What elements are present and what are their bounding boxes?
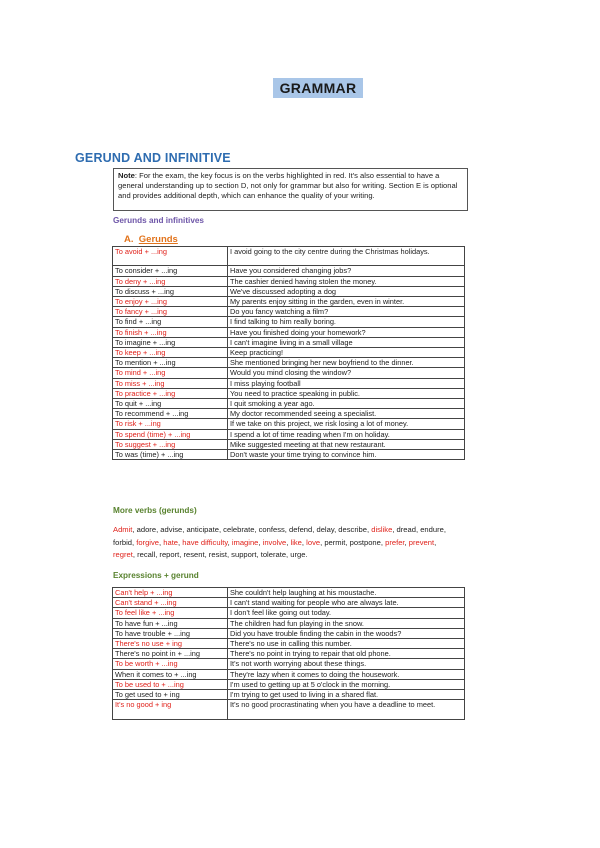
verb-cell: To have fun + ...ing bbox=[113, 618, 228, 628]
verb-cell: To spend (time) + ...ing bbox=[113, 429, 228, 439]
example-cell: We've discussed adopting a dog bbox=[228, 286, 465, 296]
table-row bbox=[113, 368, 465, 378]
more-verbs-fragment: , recall, report, resent, resist, support, tolerate, urge. bbox=[132, 550, 308, 559]
example-cell: I'm used to getting up at 5 o'clock in the morning. bbox=[228, 679, 465, 689]
verb-cell: When it comes to + ...ing bbox=[113, 669, 228, 679]
more-verbs-fragment: prevent bbox=[408, 537, 435, 547]
expressions-table bbox=[112, 587, 465, 720]
table-row bbox=[113, 337, 465, 347]
table-row bbox=[113, 419, 465, 429]
example-cell: I find talking to him really boring. bbox=[228, 317, 465, 327]
more-verbs-fragment: , bbox=[227, 537, 232, 547]
example-cell: My doctor recommended seeing a specialist. bbox=[228, 409, 465, 419]
section-title: GERUND AND INFINITIVE bbox=[75, 151, 231, 165]
verb-cell: To feel like + ...ing bbox=[113, 608, 228, 618]
verb-cell: To get used to + ing bbox=[113, 690, 228, 700]
table-row bbox=[113, 649, 465, 659]
more-verbs-fragment: regret bbox=[113, 550, 133, 559]
example-cell: There's no point in trying to repair that old phone. bbox=[228, 649, 465, 659]
more-verbs-fragment: , adore, advise, anticipate, celebrate, confess, defend, delay, describe, bbox=[132, 525, 372, 534]
example-cell: I miss playing football bbox=[228, 378, 465, 388]
table-row bbox=[113, 276, 465, 286]
verb-cell: Can't help + ...ing bbox=[113, 588, 228, 598]
verb-cell: To consider + ...ing bbox=[113, 266, 228, 276]
example-cell: Mike suggested meeting at that new restaurant. bbox=[228, 439, 465, 449]
example-cell: I can't imagine living in a small village bbox=[228, 337, 465, 347]
verb-cell: To suggest + ...ing bbox=[113, 439, 228, 449]
table-row bbox=[113, 266, 465, 276]
note-box bbox=[113, 168, 468, 211]
verb-cell: To discuss + ...ing bbox=[113, 286, 228, 296]
example-cell: Keep practicing! bbox=[228, 348, 465, 358]
table-row bbox=[113, 388, 465, 398]
table-row bbox=[113, 628, 465, 638]
table-row bbox=[113, 659, 465, 669]
more-verbs-fragment: , bbox=[258, 537, 263, 547]
verb-cell: To enjoy + ...ing bbox=[113, 297, 228, 307]
example-cell: I spend a lot of time reading when I'm on holiday. bbox=[228, 429, 465, 439]
verb-cell: It's no good + ing bbox=[113, 700, 228, 719]
expressions-heading: Expressions + gerund bbox=[113, 571, 199, 580]
example-cell: Would you mind closing the window? bbox=[228, 368, 465, 378]
verb-cell: To risk + ...ing bbox=[113, 419, 228, 429]
verb-cell: To have trouble + ...ing bbox=[113, 628, 228, 638]
example-cell: The cashier denied having stolen the money. bbox=[228, 276, 465, 286]
more-verbs-fragment: , bbox=[434, 537, 437, 547]
example-cell: I quit smoking a year ago. bbox=[228, 399, 465, 409]
table-row bbox=[113, 700, 465, 719]
verb-cell: To quit + ...ing bbox=[113, 399, 228, 409]
table-row bbox=[113, 439, 465, 449]
verb-cell: To find + ...ing bbox=[113, 317, 228, 327]
table-row bbox=[113, 429, 465, 439]
table-row bbox=[113, 247, 465, 266]
example-cell: Do you fancy watching a film? bbox=[228, 307, 465, 317]
table-row bbox=[113, 639, 465, 649]
more-verbs-fragment: , bbox=[404, 537, 409, 547]
more-verbs-heading: More verbs (gerunds) bbox=[113, 506, 197, 515]
verb-cell: To deny + ...ing bbox=[113, 276, 228, 286]
note-text: : For the exam, the key focus is on the verbs highlighted in red. It's also essential to have a general understanding up to section D, not only for grammar but also for writing. Section E is optional and provides additional depth, which can enhance the quality of your writing. bbox=[118, 171, 458, 200]
more-verbs-fragment: like bbox=[290, 537, 302, 547]
table-row bbox=[113, 358, 465, 368]
verb-cell: To mention + ...ing bbox=[113, 358, 228, 368]
verb-cell: To keep + ...ing bbox=[113, 348, 228, 358]
example-cell: I'm trying to get used to living in a shared flat. bbox=[228, 690, 465, 700]
example-cell: She couldn't help laughing at his moustache. bbox=[228, 588, 465, 598]
gerunds-heading: Gerunds and infinitives bbox=[113, 216, 204, 225]
gerund-table bbox=[112, 246, 465, 460]
more-verbs-fragment: , bbox=[178, 537, 183, 547]
verb-cell: To miss + ...ing bbox=[113, 378, 228, 388]
verb-cell: To imagine + ...ing bbox=[113, 337, 228, 347]
example-cell: They're lazy when it comes to doing the housework. bbox=[228, 669, 465, 679]
note-label: Note bbox=[118, 171, 135, 180]
example-cell: She mentioned bringing her new boyfriend to the dinner. bbox=[228, 358, 465, 368]
table-row bbox=[113, 608, 465, 618]
more-verbs-fragment: Admit bbox=[113, 525, 133, 534]
example-cell: Don't waste your time trying to convince him. bbox=[228, 450, 465, 460]
more-verbs-fragment: imagine bbox=[231, 537, 259, 547]
example-cell: The children had fun playing in the snow. bbox=[228, 618, 465, 628]
verb-cell: To recommend + ...ing bbox=[113, 409, 228, 419]
example-cell: Have you considered changing jobs? bbox=[228, 266, 465, 276]
verb-cell: Can't stand + ...ing bbox=[113, 598, 228, 608]
more-verbs-fragment: love bbox=[306, 537, 321, 547]
more-verbs-fragment: prefer bbox=[385, 537, 405, 547]
more-verbs-fragment: , permit, postpone, bbox=[320, 537, 386, 547]
table-row bbox=[113, 598, 465, 608]
example-cell: It's no good procrastinating when you have a deadline to meet. bbox=[228, 700, 465, 719]
more-verbs-fragment: have difficulty bbox=[182, 537, 228, 547]
page-title: GRAMMAR bbox=[273, 78, 363, 98]
table-row bbox=[113, 690, 465, 700]
table-row bbox=[113, 307, 465, 317]
table-row bbox=[113, 450, 465, 460]
table-row bbox=[113, 669, 465, 679]
example-cell: I avoid going to the city centre during the Christmas holidays. bbox=[228, 247, 465, 266]
table-row bbox=[113, 679, 465, 689]
more-verbs-fragment: , bbox=[159, 537, 164, 547]
verb-cell: There's no use + ing bbox=[113, 639, 228, 649]
table-row bbox=[113, 409, 465, 419]
more-verbs-fragment: hate bbox=[163, 537, 179, 547]
more-verbs-fragment: , bbox=[301, 537, 307, 547]
example-cell: I can't stand waiting for people who are always late. bbox=[228, 598, 465, 608]
example-cell: My parents enjoy sitting in the garden, even in winter. bbox=[228, 297, 465, 307]
more-verbs-fragment: dislike bbox=[371, 525, 393, 534]
verb-cell: To avoid + ...ing bbox=[113, 247, 228, 266]
verb-cell: To practice + ...ing bbox=[113, 388, 228, 398]
more-verbs-list bbox=[113, 524, 458, 562]
verb-cell: To mind + ...ing bbox=[113, 368, 228, 378]
table-row bbox=[113, 588, 465, 598]
table-row bbox=[113, 286, 465, 296]
example-cell: Have you finished doing your homework? bbox=[228, 327, 465, 337]
more-verbs-fragment: forgive bbox=[136, 537, 160, 547]
section-a-title: A. Gerunds bbox=[124, 234, 178, 245]
verb-cell: To fancy + ...ing bbox=[113, 307, 228, 317]
table-row bbox=[113, 348, 465, 358]
more-verbs-fragment: , bbox=[286, 537, 291, 547]
table-row bbox=[113, 399, 465, 409]
more-verbs-fragment: involve bbox=[262, 537, 287, 547]
verb-cell: To was (time) + ...ing bbox=[113, 450, 228, 460]
table-row bbox=[113, 327, 465, 337]
table-row bbox=[113, 317, 465, 327]
verb-cell: There's no point in + ...ing bbox=[113, 649, 228, 659]
example-cell: Did you have trouble finding the cabin in the woods? bbox=[228, 628, 465, 638]
verb-cell: To finish + ...ing bbox=[113, 327, 228, 337]
table-row bbox=[113, 297, 465, 307]
example-cell: If we take on this project, we risk losing a lot of money. bbox=[228, 419, 465, 429]
table-row bbox=[113, 378, 465, 388]
example-cell: It's not worth worrying about these things. bbox=[228, 659, 465, 669]
verb-cell: To be used to + ...ing bbox=[113, 679, 228, 689]
more-verbs-fragment: , dread, endure, forbid, bbox=[113, 525, 446, 547]
verb-cell: To be worth + ...ing bbox=[113, 659, 228, 669]
table-row bbox=[113, 618, 465, 628]
example-cell: There's no use in calling this number. bbox=[228, 639, 465, 649]
example-cell: I don't feel like going out today. bbox=[228, 608, 465, 618]
example-cell: You need to practice speaking in public. bbox=[228, 388, 465, 398]
